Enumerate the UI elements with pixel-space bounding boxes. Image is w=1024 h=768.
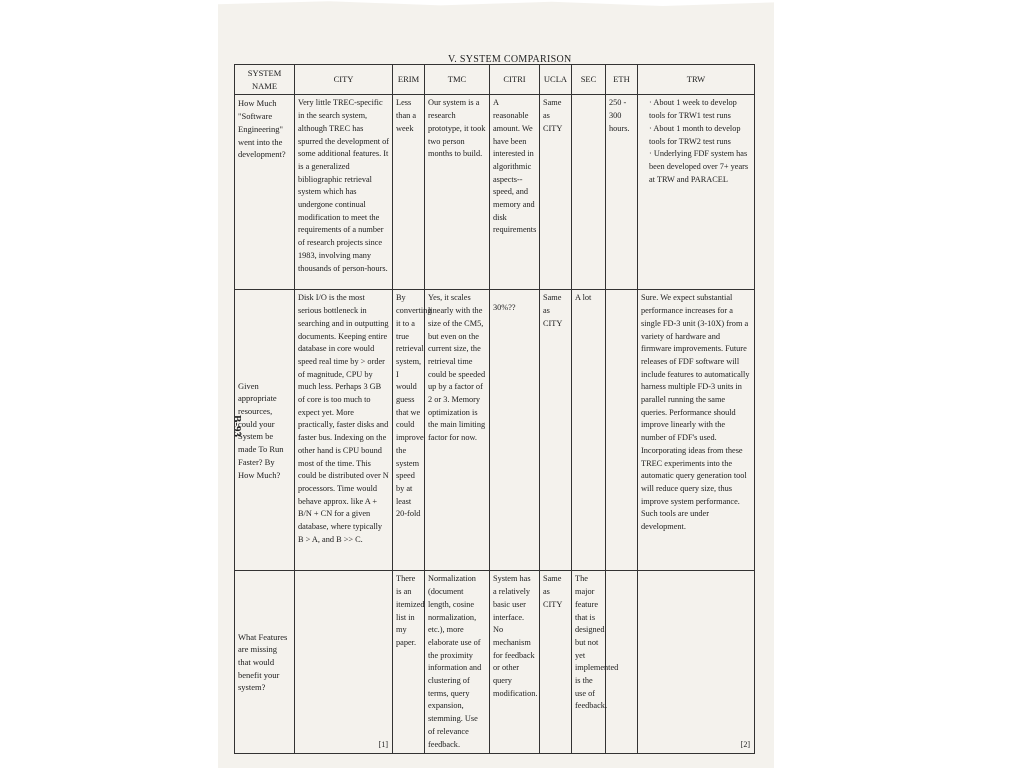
cell-sec [572, 95, 606, 290]
col-header-sec: SEC [572, 65, 606, 95]
cell-tmc: Our system is a research prototype, it took two person months to build. [425, 95, 490, 290]
cell-eth: 250 - 300 hours. [606, 95, 638, 290]
cell-sec: The major feature that is designed but not yet implemented is the use of feedback. [572, 571, 606, 754]
cell-eth [606, 290, 638, 571]
col-header-eth: ETH [606, 65, 638, 95]
col-header-erim: ERIM [393, 65, 425, 95]
cell-tmc: Yes, it scales linearly with the size of the CM5, but even on the current size, the retrieval time could be speeded up by a factor of 2 or 3. Memory optimization is the main limiting factor for now. [425, 290, 490, 571]
cell-citri: A reasonable amount. We have been interested in algorithmic aspects-- speed, and memory and disk requirements [490, 95, 540, 290]
cell-trw: Sure. We expect substantial performance increases for a single FD-3 unit (3-10X) from a variety of hardware and firmware improvements. Future releases of FDF software will include features to automatically harness multiple FD-3 units in parallel running the same queries. Performance should improve linearly with the number of FDF's used. Incorporating ideas from these TREC experiments into the automatic query generation tool will reduce query size, thus improve system performance. Such tools are under development. [638, 290, 755, 571]
cell-ucla: Same as CITY [540, 571, 572, 754]
system-comparison-table [234, 64, 755, 754]
row-question: What Features are missing that would benefit your system? [235, 571, 295, 754]
cell-city: Disk I/O is the most serious bottleneck in searching and in outputting documents. Keeping entire database in core would speed real time by > order of magnitude, CPU by much less. Perhaps 3 GB of core is too much to expect yet. More practically, faster disks and faster bus. Indexing on the other hand is CPU bound most of the time. This could be distributed over N processors. Time would behave approx. like A + B/N + CN for a given database, where typically B > A, and B >> C. [295, 290, 393, 571]
col-header-trw: TRW [638, 65, 755, 95]
table-row [235, 95, 755, 290]
table-row [235, 290, 755, 571]
col-header-ucla: UCLA [540, 65, 572, 95]
cell-eth [606, 571, 638, 754]
col-header-citri: CITRI [490, 65, 540, 95]
col-header-system-name: SYSTEM NAME [235, 65, 295, 95]
document-page [218, 0, 774, 768]
trw-bullet-list [641, 97, 751, 186]
cell-trw [638, 571, 755, 754]
cell-sec: A lot [572, 290, 606, 571]
row-question: Given appropriate resources, could your System be made To Run Faster? By How Much? [235, 290, 295, 571]
row-question: How Much "Software Engineering" went into the development? [235, 95, 295, 290]
header-row [235, 65, 755, 95]
cell-ucla: Same as CITY [540, 95, 572, 290]
cell-citri: 30%?? [490, 290, 540, 571]
page-number-label: B-93 [231, 415, 243, 437]
cell-ucla: Same as CITY [540, 290, 572, 571]
footnote-marker: [1] [378, 739, 388, 749]
cell-tmc: Normalization (document length, cosine normalization, etc.), more elaborate use of the proximity information and clustering of terms, query expansion, stemming. Use of relevance feedback. [425, 571, 490, 754]
col-header-tmc: TMC [425, 65, 490, 95]
cell-citri: System has a relatively basic user interface. No mechanism for feedback or other query modification. [490, 571, 540, 754]
list-item: · Underlying FDF system has been developed over 7+ years at TRW and PARACEL [649, 148, 751, 186]
cell-city [295, 571, 393, 754]
footnote-marker: [2] [740, 739, 750, 749]
cell-erim: By converting it to a true retrieval system, I would guess that we could improve the system speed by at least 20-fold [393, 290, 425, 571]
table-row [235, 571, 755, 754]
page-title: V. SYSTEM COMPARISON [448, 54, 572, 65]
cell-trw [638, 95, 755, 290]
list-item: · About 1 month to develop tools for TRW2 test runs [649, 123, 751, 148]
cell-erim: There is an itemized list in my paper. [393, 571, 425, 754]
cell-city: Very little TREC-specific in the search system, although TREC has spurred the development of some additional features. It is a generalized bibliographic retrieval system which has undergone continual modification to meet the requirements of a number of research projects since 1983, involving many thousands of person-hours. [295, 95, 393, 290]
col-header-city: CITY [295, 65, 393, 95]
cell-erim: Less than a week [393, 95, 425, 290]
list-item: · About 1 week to develop tools for TRW1 test runs [649, 97, 751, 122]
